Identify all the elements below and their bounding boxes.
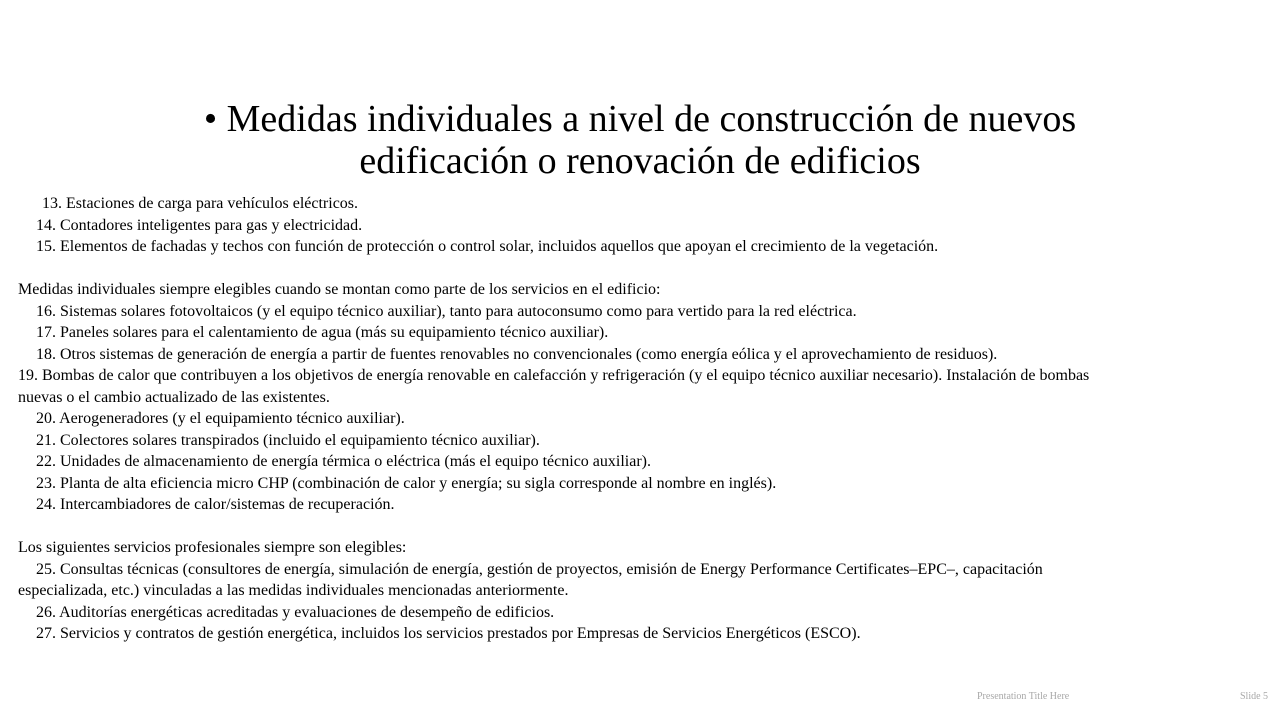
list-item: 16. Sistemas solares fotovoltaicos (y el equipo técnico auxiliar), tanto para autoconsumo como para vertido para la red eléctrica. (36, 302, 857, 320)
list-item: 20. Aerogeneradores (y el equipamiento técnico auxiliar). (36, 410, 405, 427)
slide-title (0, 98, 1280, 182)
slide-body (18, 193, 1268, 645)
footer-presentation-title: Presentation Title Here (977, 691, 1070, 702)
title-bullet: • (203, 98, 218, 140)
list-item: 13. Estaciones de carga para vehículos eléctricos. (42, 195, 359, 212)
list-item: 26. Auditorías energéticas acreditadas y evaluaciones de desempeño de edificios. (36, 603, 555, 621)
list-item-continuation: nuevas o el cambio actualizado de las existentes. (18, 388, 330, 406)
list-item: 19. Bombas de calor que contribuyen a los objetivos de energía renovable en calefacción y refrigeración (y el equipo técnico auxiliar necesario). Instalación de bombas (18, 367, 1090, 384)
list-item: 25. Consultas técnicas (consultores de energía, simulación de energía, gestión de proyectos, emisión de Energy Performance Certificates–EPC–, capacitación (36, 560, 1043, 578)
list-item: 22. Unidades de almacenamiento de energía térmica o eléctrica (más el equipo técnico auxiliar). (36, 453, 651, 470)
section-heading: Los siguientes servicios profesionales siempre son elegibles: (18, 539, 407, 556)
list-item-continuation: especializada, etc.) vinculadas a las medidas individuales mencionadas anteriormente. (18, 582, 569, 599)
list-item: 23. Planta de alta eficiencia micro CHP (combinación de calor y energía; su sigla corresponde al nombre en inglés). (36, 474, 777, 492)
list-item: 18. Otros sistemas de generación de energía a partir de fuentes renovables no convencionales (como energía eólica y el aprovechamiento de residuos). (36, 345, 998, 363)
footer-slide-number: Slide 5 (1240, 691, 1269, 702)
list-item: 15. Elementos de fachadas y techos con función de protección o control solar, incluidos aquellos que apoyan el crecimiento de la vegetación. (36, 238, 939, 255)
slide-title-line-2: edificación o renovación de edificios (359, 140, 921, 182)
list-item: 14. Contadores inteligentes para gas y electricidad. (36, 216, 363, 234)
list-item: 17. Paneles solares para el calentamiento de agua (más su equipamiento técnico auxiliar). (36, 324, 609, 341)
spacer (18, 258, 1268, 280)
list-item: 24. Intercambiadores de calor/sistemas de recuperación. (36, 496, 395, 513)
section-heading: Medidas individuales siempre elegibles cuando se montan como parte de los servicios en el edificio: (18, 281, 661, 298)
title-line-1-text: Medidas individuales a nivel de construcción de nuevos (226, 98, 1077, 140)
spacer (18, 516, 1268, 538)
list-item: 21. Colectores solares transpirados (incluido el equipamiento técnico auxiliar). (36, 431, 540, 449)
slide-title-line-1 (0, 98, 1280, 140)
list-item: 27. Servicios y contratos de gestión energética, incluidos los servicios prestados por Empresas de Servicios Energéticos (ESCO). (36, 625, 861, 642)
